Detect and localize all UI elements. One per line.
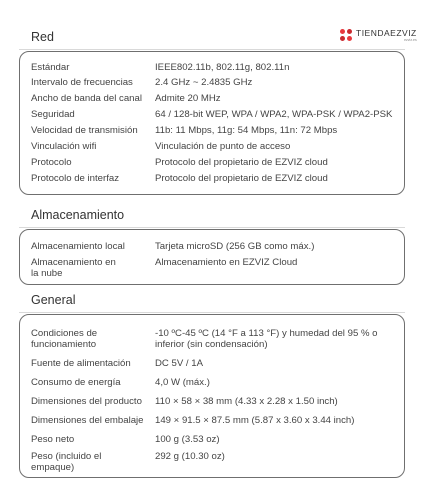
section-divider <box>19 227 405 228</box>
spec-label: Dimensiones del producto <box>31 396 142 407</box>
section-divider <box>19 49 405 50</box>
section-title-general: General <box>31 293 76 307</box>
spec-value: -10 ºC-45 ºC (14 °F a 113 °F) y humedad del 95 % o inferior (sin condensación) <box>155 328 378 350</box>
spec-value: Almacenamiento en EZVIZ Cloud <box>155 257 298 268</box>
spec-value: 110 × 58 × 38 mm (4.33 x 2.28 x 1.50 inch) <box>155 396 338 407</box>
spec-value: Admite 20 MHz <box>155 93 221 104</box>
spec-label: Consumo de energía <box>31 377 121 388</box>
spec-value: Protocolo del propietario de EZVIZ cloud <box>155 157 328 168</box>
logo-text: TIENDAEZVIZ <box>356 28 417 38</box>
spec-value: 2.4 GHz ~ 2.4835 GHz <box>155 77 253 88</box>
spec-label: Protocolo de interfaz <box>31 173 119 184</box>
logo-dots-icon <box>340 29 353 42</box>
spec-label: Peso (incluido el empaque) <box>31 451 102 473</box>
spec-value: Tarjeta microSD (256 GB como máx.) <box>155 241 315 252</box>
spec-label: Seguridad <box>31 109 75 120</box>
section-divider <box>19 312 405 313</box>
section-title-almacenamiento: Almacenamiento <box>31 208 125 222</box>
logo-subtext: ezviz.es <box>404 38 417 42</box>
spec-value: IEEE802.11b, 802.11g, 802.11n <box>155 62 290 73</box>
spec-value: 100 g (3.53 oz) <box>155 434 220 445</box>
spec-label: Almacenamiento local <box>31 241 125 252</box>
spec-label: Velocidad de transmisión <box>31 125 138 136</box>
spec-label: Ancho de banda del canal <box>31 93 142 104</box>
spec-label: Vinculación wifi <box>31 141 97 152</box>
spec-label: Intervalo de frecuencias <box>31 77 133 88</box>
spec-value: DC 5V / 1A <box>155 358 203 369</box>
spec-table-general <box>19 314 405 478</box>
tiendaezviz-logo <box>340 29 417 42</box>
spec-label: Peso neto <box>31 434 75 445</box>
spec-table-almacenamiento <box>19 229 405 285</box>
section-title-red: Red <box>31 30 54 44</box>
spec-value: 64 / 128-bit WEP, WPA / WPA2, WPA-PSK / WPA2-PSK <box>155 109 393 120</box>
spec-value: 149 × 91.5 × 87.5 mm (5.87 x 3.60 x 3.44 inch) <box>155 415 355 426</box>
spec-value: Protocolo del propietario de EZVIZ cloud <box>155 173 328 184</box>
spec-label: Dimensiones del embalaje <box>31 415 144 426</box>
spec-label: Almacenamiento en la nube <box>31 257 116 279</box>
spec-value: 292 g (10.30 oz) <box>155 451 225 462</box>
spec-label: Estándar <box>31 62 70 73</box>
spec-label: Fuente de alimentación <box>31 358 131 369</box>
spec-table-red <box>19 51 405 195</box>
spec-value: Vinculación de punto de acceso <box>155 141 291 152</box>
spec-value: 4,0 W (máx.) <box>155 377 210 388</box>
spec-label: Protocolo <box>31 157 72 168</box>
spec-value: 11b: 11 Mbps, 11g: 54 Mbps, 11n: 72 Mbps <box>155 125 338 136</box>
spec-label: Condiciones de funcionamiento <box>31 328 98 350</box>
